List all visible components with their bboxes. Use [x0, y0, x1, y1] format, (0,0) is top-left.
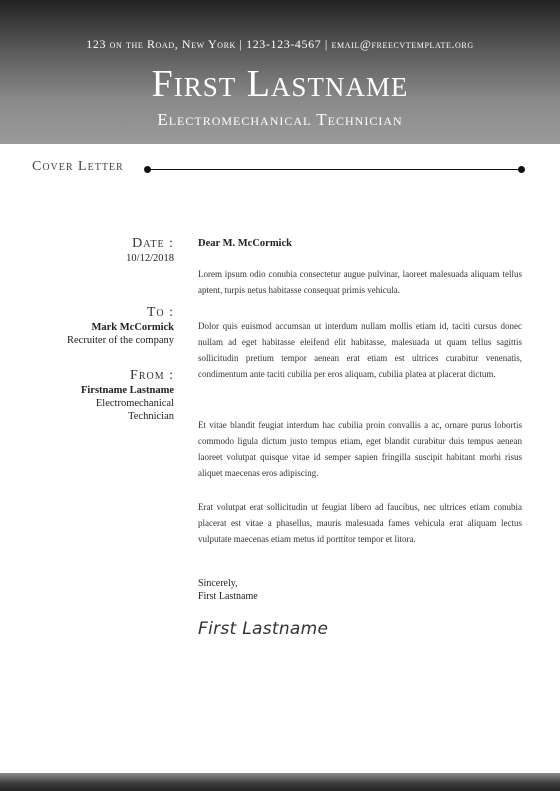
salutation: Dear M. McCormick: [198, 238, 292, 249]
recipient-block: [30, 305, 174, 347]
letter-paragraph: Et vitae blandit feugiat interdum hac cubilia proin convallis a ac, ornare purus lobortis commodo ligula dictum justo tempus etiam, eget blandit curabitur duis tempus aenean laoreet volutpat quisque vitae id semper sapien fringilla suscipit habitant morbi risus aliquet maecenas eros adipiscing.: [198, 420, 522, 478]
applicant-name: First Lastname: [151, 63, 409, 105]
divider-right-dot: [518, 166, 525, 173]
date-label: Date :: [132, 236, 174, 251]
sender-block: [30, 368, 174, 423]
letter-paragraph: Dolor quis euismod accumsan ut interdum nullam mollis etiam id, taciti cursus donec nullam ad eget habitasse eleifend elit habitasse, malesuada ut quam tellus sagittis sollicitudin pretium tempor aenean erat etiam est ultrices curabitur venenatis, condimentum ante taciti cubilia per eros aliquam, cubilia platea at placerat dictum.: [198, 321, 522, 379]
recipient-role: Recruiter of the company: [67, 335, 174, 346]
section-title: Cover Letter: [32, 159, 124, 174]
to-label: To :: [146, 305, 174, 320]
sender-role-line1: Electromechanical: [95, 398, 174, 409]
handwritten-signature: First Lastname: [198, 619, 329, 639]
sender-name: Firstname Lastname: [80, 385, 174, 396]
closing-name: First Lastname: [198, 591, 258, 602]
from-label: From :: [130, 368, 174, 383]
closing-line: Sincerely,: [198, 578, 238, 589]
contact-info: 123 on the Road, New York | 123-123-4567 | email@freecvtemplate.org: [86, 37, 474, 51]
date-value: 10/12/2018: [126, 253, 174, 264]
job-title: Electromechanical Technician: [157, 110, 403, 129]
letter-paragraph: Lorem ipsum odio conubia consectetur augue pulvinar, laoreet malesuada aliquam tellus aptent, turpis netus habitasse consequat primis vehicula.: [198, 269, 522, 295]
date-block: [30, 236, 174, 265]
header-banner: [0, 0, 560, 144]
recipient-name: Mark McCormick: [91, 322, 174, 333]
divider-left-dot: [144, 166, 151, 173]
section-divider: [147, 169, 522, 170]
footer-bar: [0, 773, 560, 791]
letter-paragraph: Erat volutpat erat sollicitudin ut feugiat libero ad faucibus, nec ultrices etiam conubia placerat est vitae a phasellus, mauris malesuada fames vehicula erat aliquam lectus vulputate maecenas etiam metus id porttitor tempor et litora.: [198, 502, 522, 544]
sender-role-line2: Technician: [128, 411, 174, 422]
